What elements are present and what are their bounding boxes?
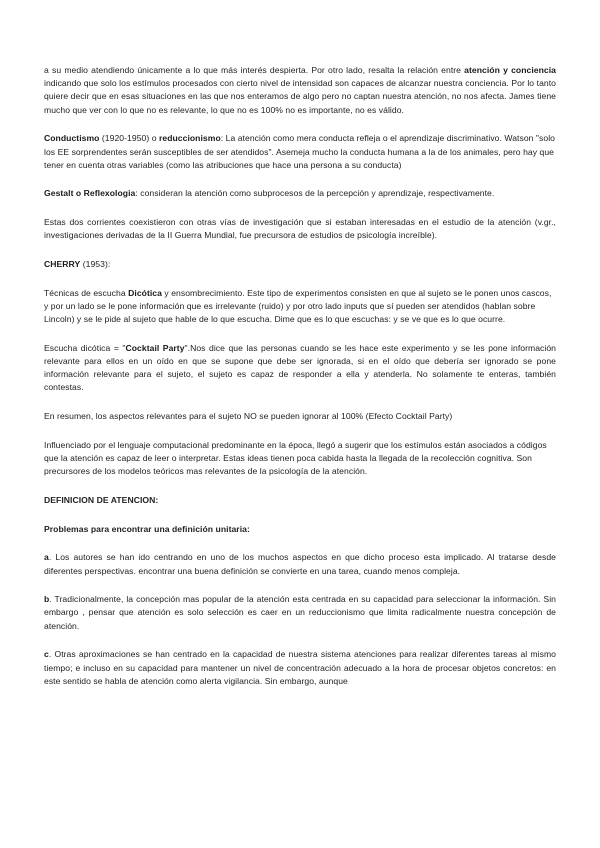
paragraph-gestalt: [44, 187, 556, 200]
text-run: (1953):: [80, 259, 111, 270]
text-run: . Los autores se han ido centrando en uno de los muchos aspectos en que dicho proceso esta implicado. Al tratarse desde diferentes perspectivas. encontrar una buena definición se convierte en una tarea, cuando menos compleja.: [44, 552, 556, 576]
text-run: . Otras aproximaciones se han centrado en la capacidad de nuestra sistema atenciones para realizar diferentes tareas al mismo tiempo; e incluso en su capacidad para mantener un nivel de concentración adecuado a la hora de procesar objetos concretos: en este sentido se habla de atención como alerta vigilancia. Sin embargo, aunque: [44, 649, 556, 686]
heading-definicion: DEFINICION DE ATENCION:: [44, 494, 159, 505]
paragraph-influenciado: [44, 439, 556, 479]
paragraph-item-b: [44, 593, 556, 633]
bold-term: Cocktail Party: [125, 342, 185, 353]
text-run: : consideran la atención como subprocesos de la percepción y aprendizaje, respectivamente.: [135, 188, 495, 199]
text-run: Escucha dicótica = ": [44, 342, 126, 353]
paragraph-cocktail-party: [44, 342, 556, 395]
text-run: . Tradicionalmente, la concepción mas popular de la atención esta centrada en su capacidad para seleccionar la información. Sin embargo , pensar que atención es solo selección es caer en un reduccionismo que limita radicalmente nuestra concepción de atención.: [44, 594, 556, 631]
text-run: (1920-1950) o: [99, 133, 159, 144]
item-letter: b: [44, 594, 50, 605]
bold-term: Conductismo: [44, 133, 100, 144]
text-run: Influenciado por el lenguaje computacional predominante en la época, llegó a sugerir que los estímulos están asociados a códigos que la atención es capaz de leer o interpretar. Estas ideas tienen poca cabida hasta la llegada de la recolección cognitiva. Son precursores de los modelos teóricos mas relevantes de la psicología de la atención.: [44, 439, 547, 477]
text-run: Técnicas de escucha: [44, 287, 129, 298]
text-run: indicando que solo los estímulos procesados con cierto nivel de intensidad son capaces de alcanzar nuestra conciencia. Por lo tanto quiere decir que en esas situaciones en las que nos enteramos de algo pero no captan nuestra atención, no nos afecta. James tiene mucho que ver con lo que no es relevante, lo que no es 100% no es importante, no es válido.: [44, 78, 556, 115]
paragraph-conductismo: [44, 132, 556, 172]
paragraph-cherry: [44, 258, 556, 271]
paragraph-corrientes: [44, 216, 556, 242]
text-run: y ensombrecimiento. Este tipo de experimentos consisten en que al sujeto se le ponen unos cascos, y por un lado se le pone información que es irrelevante (ruido) y por otro lado inputs que sí pueden ser atendidos (hablan sobre Lincoln) y se le pide al sujeto que hable de lo que escucha. Dime que es lo que escuchas: y se ve que es lo que ocurre.: [44, 287, 552, 325]
bold-term: CHERRY: [44, 259, 81, 270]
text-run: Estas dos corrientes coexistieron con otras vías de investigación que si estaban interesadas en el estudio de la atención (v.gr., investigaciones derivadas de la II Guerra Mundial, fue precursora de estudios de psicología increíble).: [44, 217, 556, 241]
item-letter: a: [44, 552, 49, 563]
bold-term: atención y conciencia: [464, 65, 556, 75]
bold-term: Gestalt o Reflexologia: [44, 188, 136, 199]
item-letter: c: [44, 649, 49, 660]
text-run: a su medio atendiendo únicamente a lo que más interés despierta. Por otro lado, resalta la relación entre: [44, 65, 465, 75]
paragraph-escucha-dicotica: [44, 287, 556, 327]
heading-problemas: Problemas para encontrar una definición unitaria:: [44, 523, 250, 534]
paragraph-atencion-conciencia: [44, 64, 556, 117]
text-run: En resumen, los aspectos relevantes para el sujeto NO se pueden ignorar al 100% (Efecto Cocktail Party): [44, 411, 453, 422]
paragraph-item-a: [44, 551, 556, 577]
bold-term: reduccionismo: [158, 133, 221, 144]
text-run: ".Nos dice que las personas cuando se les hace este experimento y se les pone información relevante para ellos en un oído en que se supone que debe ser ignorada, si en el oído que debería ser ignorado se pone información relevante para el sujeto, el sujeto es capaz de responder a ella y atenderla. No solamente te enteras, también contestas.: [44, 342, 556, 393]
paragraph-item-c: [44, 648, 556, 688]
text-run: : La atención como mera conducta refleja o el aprendizaje discriminativo. Watson "solo los EE sorprendentes serán susceptibles de ser atendidos". Asemeja mucho la conducta humana a la de los animales, pero hay que tener en cuenta otras variables (como las atribuciones que hace una persona a su conducta): [44, 133, 555, 170]
bold-term: Dicótica: [128, 287, 162, 298]
paragraph-resumen: [44, 410, 556, 423]
